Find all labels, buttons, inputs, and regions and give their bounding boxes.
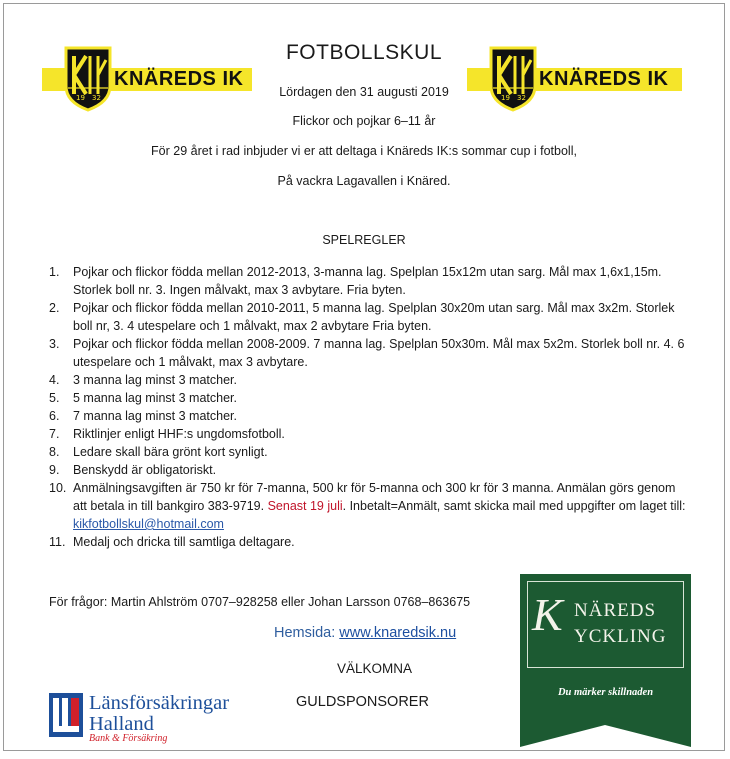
rule-text: Pojkar och flickor födda mellan 2008-2009. 7 manna lag. Spelplan 50x30m. Mål max 5x2m. Storlek boll nr. 4. 6 utespelare och 1 målvakt, max 3 avbytare. <box>73 337 685 369</box>
list-item <box>49 479 689 533</box>
rule-text: 3 manna lag minst 3 matcher. <box>73 373 237 387</box>
rule-text: 5 manna lag minst 3 matcher. <box>73 391 237 405</box>
kyckling-panel <box>520 574 691 675</box>
list-item <box>49 443 689 461</box>
rule-number: 5. <box>49 391 60 405</box>
rules-heading: SPELREGLER <box>322 233 406 247</box>
list-item <box>49 461 689 479</box>
rule-number: 7. <box>49 427 60 441</box>
poster <box>3 3 725 751</box>
club-name: KNÄREDS IK <box>114 68 244 90</box>
sponsors-heading: GULDSPONSORER <box>296 694 429 710</box>
kyckling-line1: NÄREDS <box>574 600 657 621</box>
list-item <box>49 389 689 407</box>
contact-info: För frågor: Martin Ahlström 0707–928258 eller Johan Larsson 0768–863675 <box>49 595 471 609</box>
event-date: Lördagen den 31 augusti 2019 <box>279 85 449 99</box>
welcome-text: VÄLKOMNA <box>337 661 413 676</box>
rule-number: 1. <box>49 265 60 279</box>
list-item <box>49 335 689 371</box>
kyckling-initial: K <box>532 589 563 640</box>
rule-number: 9. <box>49 463 60 477</box>
rule-text: 7 manna lag minst 3 matcher. <box>73 409 237 423</box>
rule-text: Anmälningsavgiften är 750 kr för 7-manna, 500 kr för 5-manna och 300 kr för 3 manna. Anmälan görs genom att betala in till bankgiro 383-9719. <box>73 481 676 513</box>
lf-tagline: Bank & Försäkring <box>89 733 168 744</box>
deadline-text: Senast 19 juli <box>267 499 343 513</box>
lansforsakringar-logo <box>49 692 264 742</box>
rules-list <box>49 263 689 551</box>
rule-number: 10. <box>49 481 67 495</box>
list-item <box>49 407 689 425</box>
lansforsakringar-mark-icon <box>49 693 83 737</box>
rule-number: 8. <box>49 445 60 459</box>
homepage-label: Hemsida: <box>274 625 340 641</box>
list-item <box>49 533 689 551</box>
rule-number: 2. <box>49 301 60 315</box>
rule-text: Medalj och dricka till samtliga deltagare. <box>73 535 295 549</box>
rule-number: 4. <box>49 373 60 387</box>
crest-year-right: 32 <box>517 94 526 102</box>
list-item <box>49 425 689 443</box>
club-name: KNÄREDS IK <box>539 68 669 90</box>
crest-year-left: 19 <box>501 94 510 102</box>
crest-year-left: 19 <box>76 94 85 102</box>
list-item <box>49 299 689 335</box>
homepage-link[interactable]: www.knaredsik.nu <box>339 625 457 641</box>
rule-text: Riktlinjer enligt HHF:s ungdomsfotboll. <box>73 427 285 441</box>
lf-name-line2: Halland <box>89 713 154 735</box>
crest-year-right: 32 <box>92 94 101 102</box>
homepage-line <box>274 625 456 641</box>
rule-number: 3. <box>49 337 60 351</box>
kyckling-line2: YCKLING <box>574 626 667 647</box>
age-groups: Flickor och pojkar 6–11 år <box>292 114 436 128</box>
rule-text-cont: . Inbetalt=Anmält, samt skicka mail med uppgifter om laget till: <box>342 499 686 513</box>
email-link[interactable]: kikfotbollskul@hotmail.com <box>73 517 224 531</box>
page-title: FOTBOLLSKUL <box>285 41 443 64</box>
rule-text: Benskydd är obligatoriskt. <box>73 463 217 477</box>
kyckling-ribbon-icon <box>520 675 691 747</box>
rule-number: 6. <box>49 409 60 423</box>
rule-text: Ledare skall bära grönt kort synligt. <box>73 445 268 459</box>
rule-text: Pojkar och flickor födda mellan 2012-2013, 3-manna lag. Spelplan 15x12m utan sarg. Mål max 1,6x1,15m. Storlek boll nr. 3. Ingen målvakt, max 3 avbytare. Fria byten. <box>73 265 662 297</box>
rule-text: Pojkar och flickor födda mellan 2010-2011, 5 manna lag. Spelplan 30x20m utan sarg. Mål max 3x2m. Storlek boll nr, 3. 4 utespelare och 1 målvakt, max 2 avbytare Fria byten. <box>73 301 675 333</box>
rule-number: 11. <box>49 535 66 549</box>
venue-text: På vackra Lagavallen i Knäred. <box>277 174 451 188</box>
kyckling-tagline: Du märker skillnaden <box>557 687 654 698</box>
list-item <box>49 371 689 389</box>
list-item <box>49 263 689 299</box>
knareds-kyckling-logo <box>520 574 691 747</box>
lf-name-line1: Länsförsäkringar <box>89 692 230 714</box>
intro-text: För 29 året i rad inbjuder vi er att deltaga i Knäreds IK:s sommar cup i fotboll, <box>151 144 577 158</box>
